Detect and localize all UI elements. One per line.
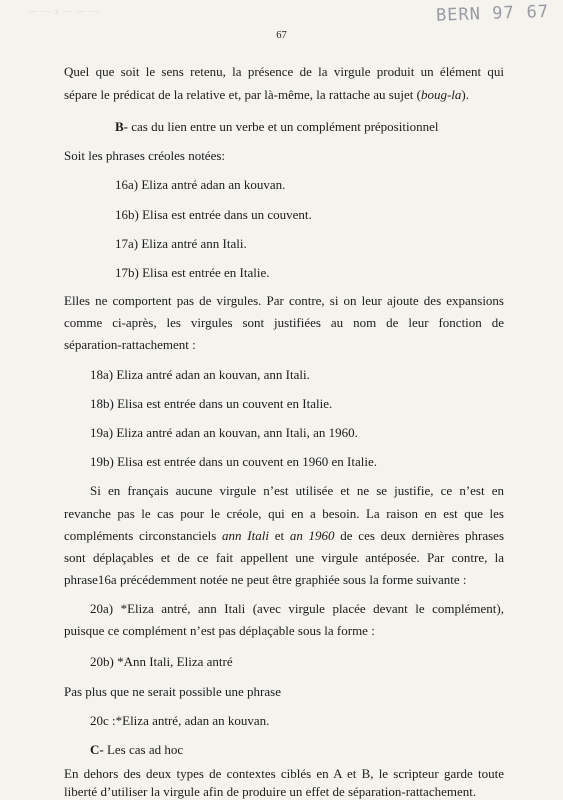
section-heading-c (90, 742, 183, 758)
paragraph-line: En dehors des deux types de contextes ciblés en A et B, le scripteur garde toute (64, 766, 504, 781)
text-run: sépare le prédicat de la relative et, par là-même, la rattache au sujet ( (64, 87, 421, 102)
example-line: 20b) *Ann Itali, Eliza antré (90, 654, 233, 669)
paragraph-line: puisque ce complément n’est pas déplaçable sous la forme : (64, 623, 375, 638)
text-run: ). (461, 87, 469, 102)
example-line: 16b) Elisa est entrée dans un couvent. (115, 207, 312, 222)
paragraph-line: comme ci-après, les virgules sont justifiées au nom de leur fonction de (64, 315, 504, 330)
paragraph-line (64, 87, 469, 103)
page-number: 67 (276, 30, 287, 41)
section-title: cas du lien entre un verbe et un complément prépositionnel (128, 119, 439, 134)
paragraph-line: phrase16a précédemment notée ne peut être graphiée sous la forme suivante : (64, 572, 467, 587)
paragraph-line: Si en français aucune virgule n’est utilisée et ne se justifie, ce n’est en (90, 483, 504, 498)
italic-term: an 1960 (289, 528, 335, 543)
italic-term: boug-la (420, 87, 462, 102)
paragraph-line: 20a) *Eliza antré, ann Itali (avec virgule placée devant le complément), (90, 601, 504, 616)
paragraph-line: sont déplaçables et de ce fait appellent une virgule antéposée. Par contre, la (64, 550, 504, 565)
paragraph-line: Pas plus que ne serait possible une phrase (64, 684, 281, 699)
example-line: 19a) Eliza antré adan an kouvan, ann Itali, an 1960. (90, 425, 358, 440)
annotation-number: 67 (526, 1, 550, 23)
example-line: 19b) Elisa est entrée dans un couvent en 1960 en Italie. (90, 454, 377, 469)
section-letter: B- (115, 119, 128, 134)
paragraph-line (64, 528, 504, 544)
text-run: de ces deux dernières phrases (334, 528, 505, 543)
example-line: 17a) Eliza antré ann Itali. (115, 236, 247, 251)
paragraph-line: liberté d’utiliser la virgule afin de produire un effet de séparation-rattachement. (64, 784, 477, 799)
text-run: compléments circonstanciels (64, 528, 223, 543)
example-line: 17b) Elisa est entrée en Italie. (115, 265, 270, 280)
text-run: et (268, 528, 290, 543)
paragraph-line: Elles ne comportent pas de virgules. Par contre, si on leur ajoute des expansions (64, 293, 504, 308)
section-title: Les cas ad hoc (103, 742, 184, 757)
paragraph-line: Soit les phrases créoles notées: (64, 148, 226, 163)
example-line: 18b) Elisa est entrée dans un couvent en Italie. (90, 396, 333, 411)
paragraph-line: Quel que soit le sens retenu, la présence de la virgule produit un élément qui (64, 64, 504, 79)
example-line: 18a) Eliza antré adan an kouvan, ann Itali. (90, 367, 310, 382)
section-heading-b (115, 119, 438, 135)
annotation-text: BERN 97 (435, 3, 515, 26)
section-letter: C- (90, 742, 104, 757)
paragraph-line: séparation-rattachement : (64, 337, 196, 352)
paragraph-line: revanche pas le cas pour le créole, qui en a besoin. La raison en est que les (64, 506, 504, 521)
italic-term: ann Itali (222, 528, 269, 543)
faint-header-text: — — x — — — (28, 6, 100, 16)
example-line: 20c :*Eliza antré, adan an kouvan. (90, 713, 270, 728)
handwritten-annotation (424, 2, 550, 26)
example-line: 16a) Eliza antré adan an kouvan. (115, 177, 286, 192)
